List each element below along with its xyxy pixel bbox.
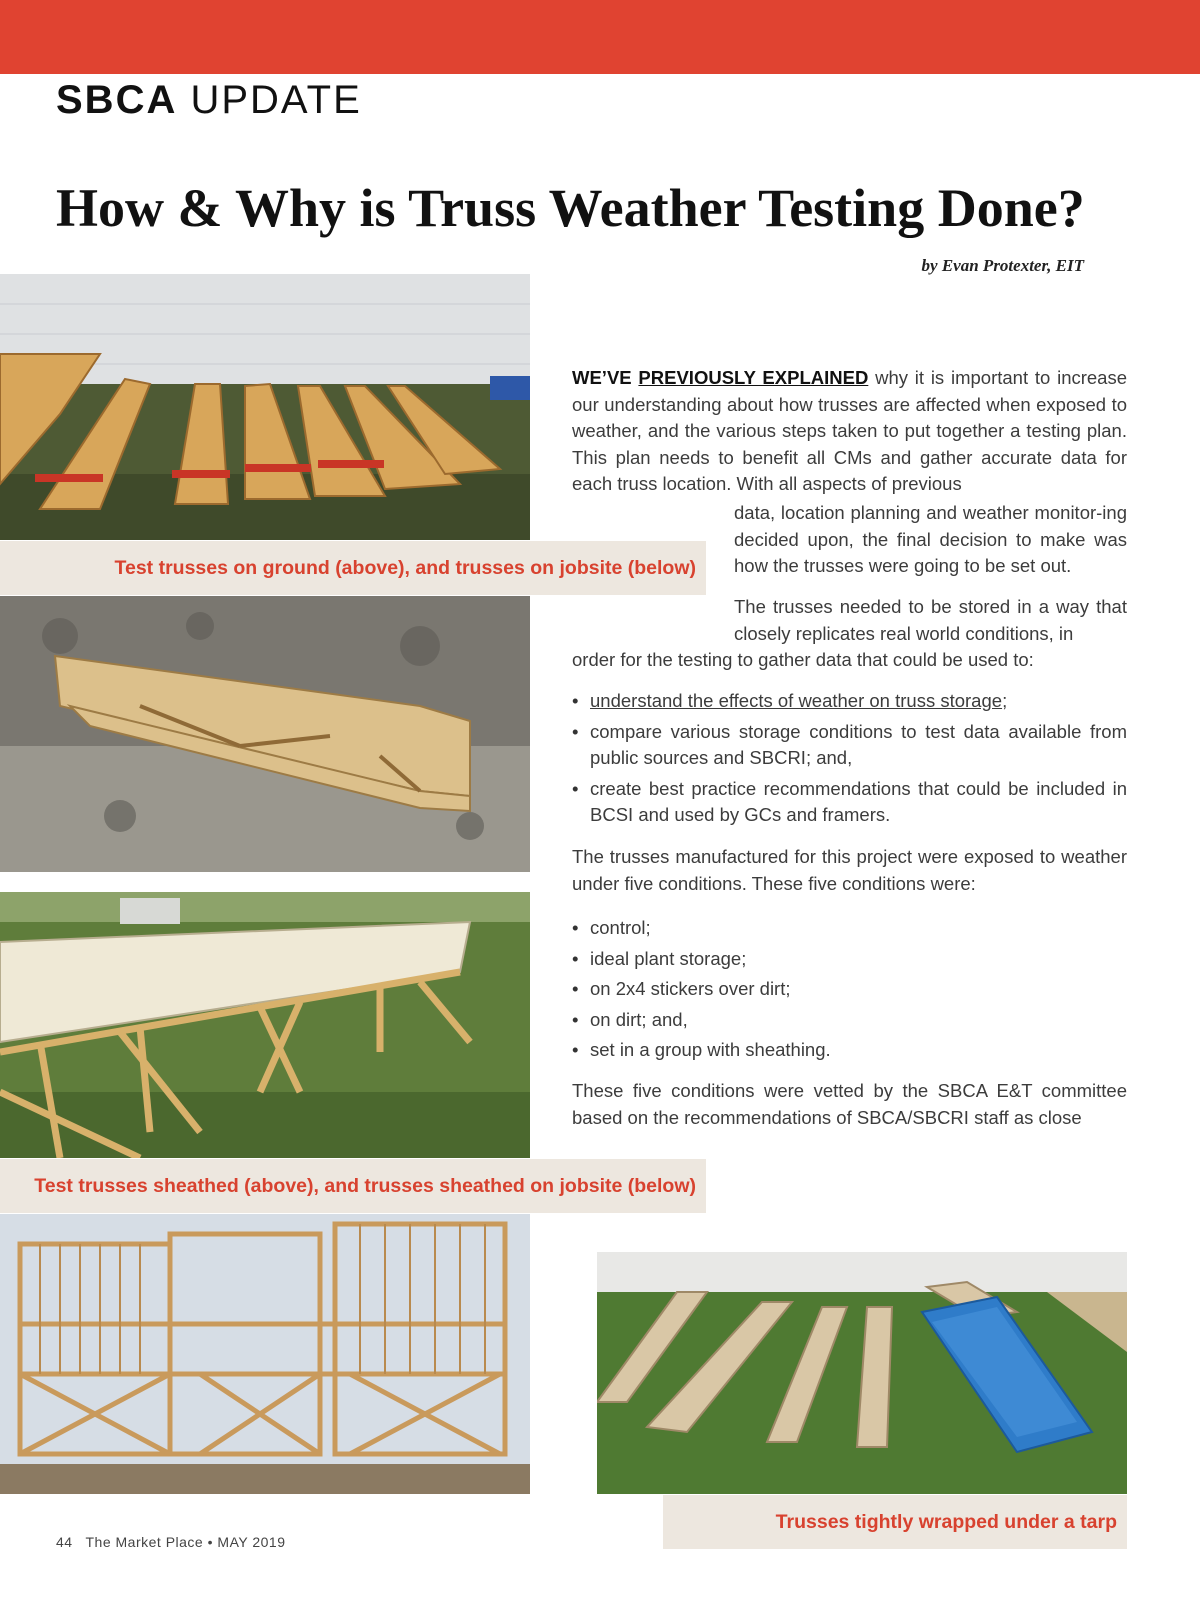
header-accent-bar [0, 0, 1200, 74]
page-footer [56, 1534, 286, 1550]
lead-caps: WE’VE [572, 367, 632, 388]
footer-separator: • [207, 1534, 214, 1550]
list-item [572, 776, 1127, 829]
caption-trusses-sheathed: Test trusses sheathed (above), and trusses sheathed on jobsite (below) [0, 1159, 706, 1213]
tarp-wrapped-trusses-photo [597, 1252, 1127, 1494]
bullet-text: ; [1002, 690, 1008, 711]
article-paragraph-4 [572, 1078, 1127, 1131]
bullet-text: compare various storage conditions to test data available from public sources and SBCRI; and, [590, 720, 1127, 768]
list-item [572, 719, 1127, 772]
paragraph-2a-text: The trusses needed to be stored in a way that closely replicates real world conditions, in [734, 596, 1127, 644]
article-byline: by Evan Protexter, EIT [921, 256, 1084, 275]
article-title: How & Why is Truss Weather Testing Done? [56, 178, 1085, 238]
weather-effects-link[interactable]: understand the effects of weather on truss storage [590, 690, 1003, 711]
list-item: • control; [572, 913, 1127, 944]
paragraph-1-continued-text: data, location planning and weather monitor-ing decided upon, the final decision to make was how the trusses were going to be set out. [734, 502, 1127, 576]
issue-date: MAY 2019 [217, 1534, 286, 1550]
paragraph-3-text: The trusses manufactured for this project were exposed to weather under five conditions. These five conditions were: [572, 846, 1127, 894]
paragraph-2b-text: order for the testing to gather data that could be used to: [572, 649, 1034, 670]
page-number: 44 [56, 1534, 73, 1550]
list-item: • ideal plant storage; [572, 944, 1127, 975]
caption-tarp-wrapped: Trusses tightly wrapped under a tarp [663, 1495, 1127, 1549]
article-paragraph-1-continued [734, 500, 1127, 580]
list-item: • set in a group with sheathing. [572, 1035, 1127, 1066]
purpose-bullet-list [572, 688, 1127, 829]
list-item: • on 2x4 stickers over dirt; [572, 974, 1127, 1005]
section-header-bold: SBCA [56, 78, 178, 122]
publication-name: The Market Place [85, 1534, 204, 1550]
sheathed-test-trusses-photo [0, 892, 530, 1158]
bullet-text: create best practice recommendations that could be included in BCSI and used by GCs and framers. [590, 777, 1127, 825]
trusses-on-jobsite-photo [0, 596, 530, 872]
paragraph-4-text: These five conditions were vetted by the SBCA E&T committee based on the recommendations of SBCA/SBCRI staff as close [572, 1080, 1127, 1128]
paragraph-1-text: why it is important to increase our understanding about how trusses are affected when exposed to weather, and the various steps taken to put together a testing plan. This plan needs to benefit all CMs and gather accurate data for each truss location. With all aspects of previous [572, 367, 1128, 494]
section-header [56, 76, 362, 124]
list-item: • on dirt; and, [572, 1005, 1127, 1036]
article-paragraph-2a [734, 594, 1127, 647]
conditions-bullet-list [572, 913, 1127, 1066]
caption-trusses-on-ground: Test trusses on ground (above), and trusses on jobsite (below) [0, 541, 706, 595]
sheathed-building-jobsite-photo [0, 1214, 530, 1494]
section-header-light: UPDATE [190, 78, 362, 122]
article-paragraph-3 [572, 844, 1127, 897]
list-item [572, 688, 1127, 715]
trusses-on-ground-photo [0, 274, 530, 540]
previously-explained-link[interactable]: PREVIOUSLY EXPLAINED [638, 367, 869, 388]
article-paragraph-1 [572, 365, 1127, 498]
article-paragraph-2b [572, 647, 1127, 674]
